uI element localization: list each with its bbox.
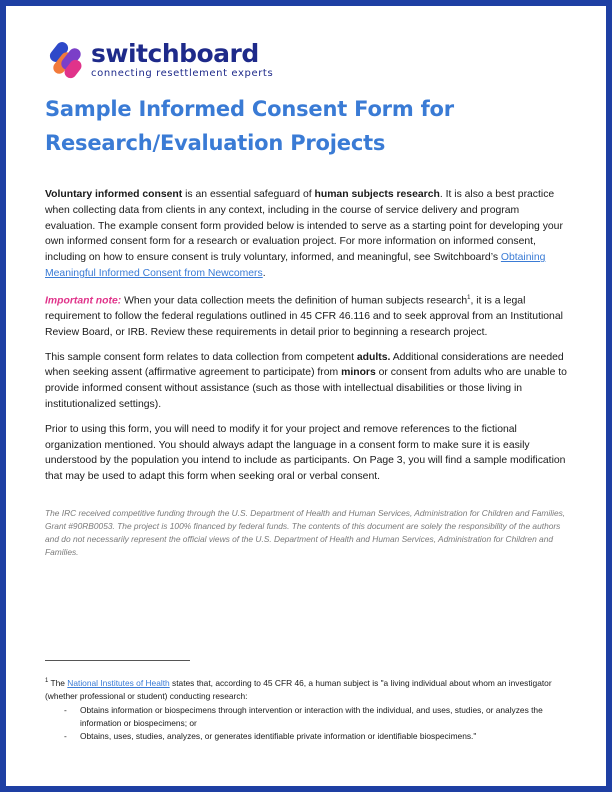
footnote-divider	[45, 660, 190, 661]
page-title	[45, 92, 567, 160]
bold-adults: adults.	[356, 351, 391, 363]
bold-voluntary-consent: Voluntary informed consent	[45, 189, 183, 200]
note-text-2: , it is a legal requirement to follow the federal regulations outlined in 45 CFR 46.116 and to seek approval from an Institutional Review Board, or IRB. Review these requirements in detail prior to beginning a research project.	[45, 295, 563, 338]
switchboard-logo-icon	[45, 37, 87, 83]
switchboard-logo	[45, 36, 567, 84]
note-text-1: When your data collection meets the definition of human subjects research	[121, 295, 468, 307]
adults-text-1: This sample consent form relates to data collection from competent	[45, 351, 357, 363]
usage-paragraph: Prior to using this form, you will need to modify it for your project and remove references to the fictional organization mentioned. You should always adapt the language in a consent form to make sure it is easily understood by the population you intend to include as participants. On Page 3, you will find a sample modification that may be used to adapt this form when seeking oral or verbal consent.	[45, 423, 566, 483]
important-note-paragraph	[45, 291, 567, 341]
title-line-2: Research/Evaluation Projects	[45, 131, 386, 155]
intro-text-2: . It is also a best practice when collecting data from clients in any context, including in the course of service delivery and program evaluation. The example consent form provided below is intended to serve as a starting point for developing your own informed consent form for a research or evaluation project. For more information on informed consent, including on how to ensure consent is truly voluntary, informed, and meaningful, see Switchboard’s	[45, 189, 563, 264]
list-dash: -	[64, 731, 67, 742]
list-item	[45, 730, 567, 743]
footnote-intro	[45, 675, 567, 704]
footnote-item-text: Obtains information or biospecimens through intervention or interaction with the individual, and uses, studies, or analyzes the information or biospecimens; or	[80, 704, 543, 729]
funding-statement: The IRC received competitive funding through the U.S. Department of Health and Human Services, Administration for Children and Families, Grant #90RB0053. The project is 100% financed by federal funds. The contents of this document are solely the responsibility of the authors and do not necessarily represent the official views of the U.S. Department of Health and Human Services, Administration for Children and Families.	[45, 508, 566, 558]
list-dash: -	[64, 704, 67, 715]
footnote	[45, 675, 567, 744]
adults-text-3: or consent from adults who are unable to provide informed consent without assistance (such as those with intellectual disabilities or those living in institutionalized settings).	[45, 367, 567, 411]
intro-text-3: .	[262, 267, 266, 279]
informed-consent-link[interactable]: Obtaining Meaningful Informed Consent from Newcomers	[45, 252, 546, 279]
logo-tagline: connecting resettlement experts	[91, 68, 274, 79]
document-page	[45, 36, 567, 742]
logo-name: switchboard	[91, 39, 259, 68]
footnote-item-text: Obtains, uses, studies, analyzes, or generates identifiable private information or identifiable biospecimens."	[80, 731, 477, 742]
title-line-1: Sample Informed Consent Form for	[45, 97, 454, 121]
intro-text-1: is an essential safeguard of	[182, 189, 315, 200]
important-note-label: Important note:	[45, 295, 122, 307]
adults-text-2: Additional considerations are needed when seeking assent (affirmative agreement to participate) from	[45, 351, 564, 379]
footnote-marker: 1	[45, 678, 49, 684]
adults-paragraph	[45, 350, 567, 413]
footnote-list	[45, 704, 567, 744]
footnote-reference[interactable]: 1	[467, 294, 471, 301]
bold-human-subjects: human subjects research	[314, 189, 440, 200]
intro-paragraph	[45, 187, 567, 282]
list-item	[45, 704, 567, 731]
bold-minors: minors	[341, 367, 376, 379]
footnote-text-before: The	[48, 677, 68, 688]
footnote-text-after: states that, according to 45 CFR 46, a human subject is "a living individual about whom an investigator (whether professional or student) conducting research:	[45, 677, 552, 702]
nih-link[interactable]: National Institutes of Health	[67, 677, 170, 688]
